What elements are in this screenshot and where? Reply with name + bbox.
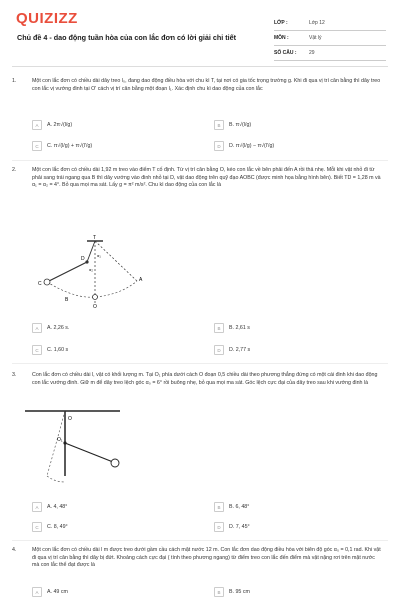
option-text: C. 1,60 s <box>47 347 69 353</box>
class-value: Lớp 12 <box>309 20 325 26</box>
question-number: 1. <box>12 78 17 84</box>
label-o: O <box>93 304 97 310</box>
option-key-badge: B <box>214 587 224 597</box>
initial-position-line <box>47 411 65 476</box>
short-string <box>47 262 87 282</box>
label-b: B <box>65 297 69 303</box>
label-o1: O₁ <box>57 437 63 443</box>
option-key-badge: B <box>214 120 224 130</box>
question-divider <box>12 160 388 161</box>
option-c[interactable] <box>32 522 68 532</box>
label-t: T <box>93 235 97 241</box>
option-b[interactable] <box>214 587 250 597</box>
class-label: LỚP : <box>274 20 288 26</box>
option-text: C. 8, 49° <box>47 524 68 530</box>
question-number: 4. <box>12 547 17 553</box>
subject-row <box>274 31 386 46</box>
option-key-badge: D <box>214 141 224 151</box>
nail-dot <box>85 260 88 263</box>
option-text: C. π√(l/g) + π√(l'/g) <box>47 143 93 149</box>
option-key-badge: A <box>32 120 42 130</box>
bob-c <box>44 279 50 285</box>
option-text: D. 2,77 s <box>229 347 251 353</box>
option-d[interactable] <box>214 522 250 532</box>
swing-arc <box>47 476 65 482</box>
option-text: B. 2,61 s <box>229 325 250 331</box>
label-alpha1: α₁ <box>97 253 101 258</box>
subject-label: MÔN : <box>274 35 289 41</box>
option-key-badge: B <box>214 502 224 512</box>
meta-table <box>274 16 386 61</box>
page-title: Chủ đề 4 - dao động tuần hòa của con lắc đơn có lời giải chi tiết <box>17 33 237 42</box>
quizizz-logo: QUIZIZZ <box>16 10 78 27</box>
option-c[interactable] <box>32 345 68 355</box>
question-text: Con lắc đơn có chiều dài l, vật có khối lượng m. Tại O₁ phía dưới cách O đoạn 0,5 chiều dài theo phương thẳng đứng có một cái đinh khi dao động con lắc vướng đinh. Giữ m để dây treo lệch góc α₀ = 6° rồi buông nhẹ, bỏ qua mọi ma sát. Góc lệch cực đại của dây treo sau khi vướng đinh là <box>32 372 378 386</box>
class-row <box>274 16 386 31</box>
option-key-badge: C <box>32 522 42 532</box>
header-divider <box>12 66 388 67</box>
deflected-string <box>65 443 113 462</box>
label-c: C <box>38 281 42 287</box>
option-text: D. π√(l/g) − π√(l'/g) <box>229 143 275 149</box>
question-number: 3. <box>12 372 17 378</box>
option-key-badge: A <box>32 587 42 597</box>
question-divider <box>12 363 388 364</box>
option-b[interactable] <box>214 323 250 333</box>
option-a[interactable] <box>32 502 67 512</box>
option-a[interactable] <box>32 323 69 333</box>
option-c[interactable] <box>32 141 92 151</box>
pendulum-figure-q2 <box>25 235 165 310</box>
option-key-badge: D <box>214 345 224 355</box>
nail-dot <box>63 441 66 444</box>
count-value: 29 <box>309 50 315 56</box>
subject-value: Vật lý <box>309 35 322 41</box>
option-text: A. 2π√(l/g) <box>47 122 73 128</box>
option-text: A. 2,26 s. <box>47 325 70 331</box>
option-d[interactable] <box>214 141 274 151</box>
option-text: A. 49 cm <box>47 589 68 595</box>
count-row <box>274 46 386 61</box>
option-key-badge: A <box>32 502 42 512</box>
option-key-badge: C <box>32 141 42 151</box>
option-text: D. 7, 45° <box>229 524 250 530</box>
label-alpha2: α₂ <box>89 267 93 272</box>
option-a[interactable] <box>32 120 72 130</box>
string-to-a <box>95 241 137 281</box>
bob-o <box>93 295 98 300</box>
count-label: SỐ CÂU : <box>274 50 297 56</box>
label-a: A <box>139 277 143 283</box>
label-o: O <box>68 416 72 422</box>
option-key-badge: D <box>214 522 224 532</box>
trajectory-arc <box>47 281 137 297</box>
label-d: D <box>81 256 85 262</box>
bob <box>111 459 119 467</box>
question-number: 2. <box>12 167 17 173</box>
option-text: B. π√(l/g) <box>229 122 252 128</box>
option-text: B. 6, 48° <box>229 504 250 510</box>
string-to-nail <box>87 241 95 262</box>
option-key-badge: A <box>32 323 42 333</box>
option-key-badge: B <box>214 323 224 333</box>
question-text: Một con lắc đơn có chiều dài 1,92 m treo vào điểm T cố định. Từ vị trí cân bằng O, kéo con lắc về bên phải đến A rồi thả nhẹ. Mỗi khi vật nhỏ đi từ phải sang trái ngang qua B thì dây vướng vào đinh nhỏ tại D, vật dao động trên quỹ đạo AOBC (được minh họa bằng hình bên). Biết TD = 1,28 m và α₁ = α₂ = 4°. Bỏ qua mọi ma sát. Lấy g = π² m/s². Chu kì dao động của con lắc là <box>32 167 381 189</box>
question-text: Một con lắc đơn có chiều dài l m được treo dưới gầm cầu cách mặt nước 12 m. Con lắc đơn dao động điều hòa với biên độ góc α₀ = 0,1 rad. Khi vật đi qua vị trí cân bằng thì dây bị đứt. Khoảng cách cực đại ( tính theo phương ngang) từ điểm treo con lắc đến điểm mà vật nặng rơi trên mặt nước mà con lắc thể đạt được là <box>32 547 381 569</box>
option-d[interactable] <box>214 345 250 355</box>
option-b[interactable] <box>214 120 251 130</box>
pendulum-figure-q3 <box>25 408 135 486</box>
question-text: Một con lắc đơn có chiều dài dây treo l₀, đang dao động điều hòa với chu kì T, tại nơi có gia tốc trọng trường g. Khi đi qua vị trí cân bằng thì dây treo con lắc vị vướng đinh tại O' cách vị trí cân bằng một đoạn l₁. Xác định chu kì dao động của con lắc <box>32 78 381 92</box>
option-text: A. 4, 48° <box>47 504 68 510</box>
question-divider <box>12 540 388 541</box>
option-b[interactable] <box>214 502 249 512</box>
option-key-badge: C <box>32 345 42 355</box>
option-a[interactable] <box>32 587 68 597</box>
option-text: B. 95 cm <box>229 589 250 595</box>
